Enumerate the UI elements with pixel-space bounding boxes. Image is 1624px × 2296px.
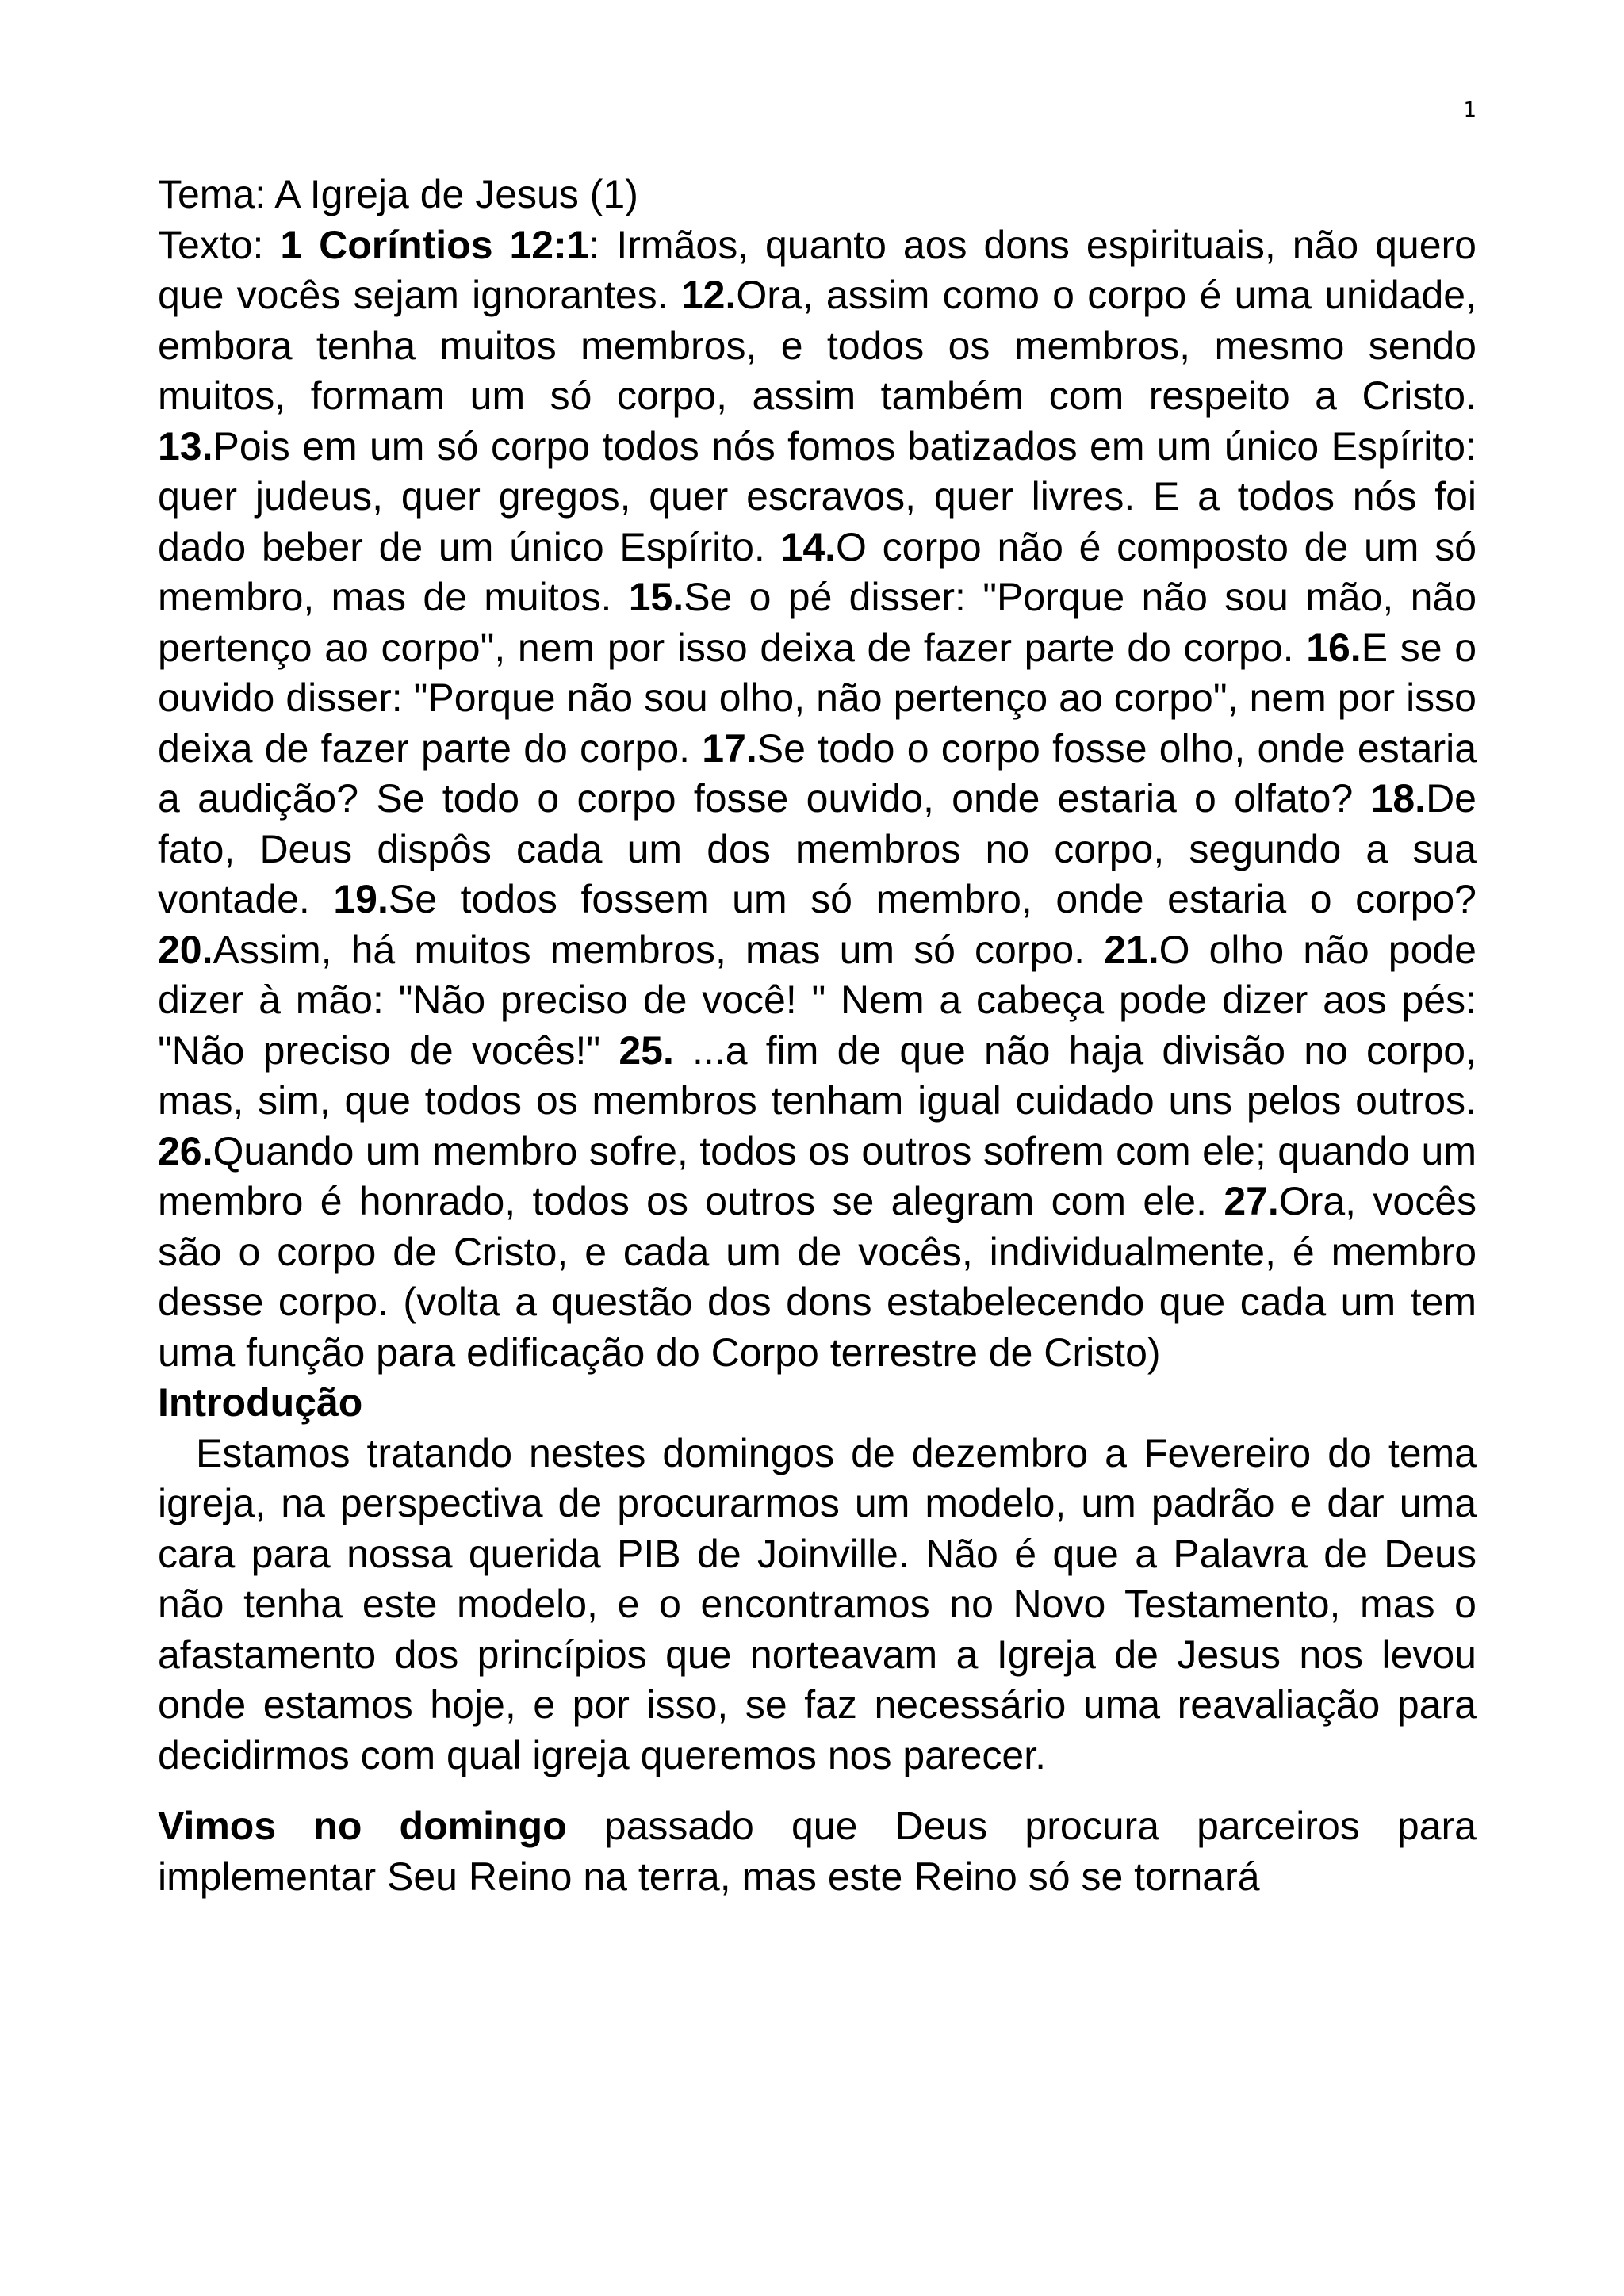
verse-text: Se todo o corpo fosse olho, onde estaria a audição? Se todo o corpo fosse ouvido, onde estaria o olfato? [158,725,1477,821]
paragraph-text: passado que Deus procura parceiros para implementar Seu Reino na terra, mas este Reino só se tornará [158,1804,1477,1899]
verse-ref: 17. [702,725,757,771]
theme-line: Tema: A Igreja de Jesus (1) [158,172,638,216]
verse-ref: 14. [780,524,837,569]
verse-text: Se o pé disser: "Porque não sou mão, não pertenço ao corpo", nem por isso deixa de fazer parte do corpo. [158,575,1477,670]
verse-ref: 13. [158,423,213,469]
document-body [158,170,1477,1902]
verse-ref: 27. [1224,1179,1279,1223]
verse-ref: 12. [680,273,737,317]
verse-text: : Irmãos, quanto aos dons espirituais, não quero que vocês sejam ignorantes. [158,222,1477,317]
text-label: Texto: [158,222,281,267]
verse-text: Ora, assim como o corpo é uma unidade, embora tenha muitos membros, e todos os membros, mesmo sendo muitos, formam um só corpo, assim também com respeito a Cristo. [158,273,1477,418]
verse-ref: 26. [158,1128,213,1173]
verse-text: Quando um membro sofre, todos os outros sofrem com ele; quando um membro é honrado, todos os outros se alegram com ele. [158,1128,1477,1223]
verse-ref: 1 Coríntios 12:1 [280,222,589,267]
verse-text: O corpo não é composto de um só membro, mas de muitos. [158,524,1477,619]
intro-heading: Introdução [158,1380,363,1425]
page-number: 1 [1463,98,1477,122]
verse-text: Assim, há muitos membros, mas um só corpo. [213,927,1105,972]
verse-ref: 25. [619,1027,674,1073]
verse-ref: 18. [1370,776,1427,821]
verse-text: De fato, Deus dispôs cada um dos membros no corpo, segundo a sua vontade. [158,776,1477,921]
body-paragraph [158,1801,1477,1902]
scripture-passage [158,220,1477,1379]
verse-text: Se todos fossem um só membro, onde estaria o corpo? [388,877,1477,921]
verse-text: ...a fim de que não haja divisão no corpo, mas, sim, que todos os membros tenham igual cuidado uns pelos outros. [158,1027,1477,1123]
verse-ref: 21. [1104,927,1159,972]
verse-text: O olho não pode dizer à mão: "Não preciso de você! " Nem a cabeça pode dizer aos pés: "Não preciso de vocês!" [158,927,1477,1073]
verse-ref: 15. [628,575,684,619]
verse-text: Ora, vocês são o corpo de Cristo, e cada um de vocês, individualmente, é membro desse corpo. (volta a questão dos dons estabelecendo que cada um tem uma função para edificação do Corpo terrestre de Cristo) [158,1179,1477,1375]
bold-lead: Vimos no domingo [158,1804,567,1848]
verse-ref: 19. [333,877,389,921]
verse-ref: 20. [158,927,213,972]
verse-text: E se o ouvido disser: "Porque não sou olho, não pertenço ao corpo", nem por isso deixa de fazer parte do corpo. [158,625,1477,771]
intro-paragraph: Estamos tratando nestes domingos de dezembro a Fevereiro do tema igreja, na perspectiva de procurarmos um modelo, um padrão e dar uma cara para nossa querida PIB de Joinville. Não é que a Palavra de Deus não tenha este modelo, e o encontramos no Novo Testamento, mas o afastamento dos princípios que norteavam a Igreja de Jesus nos levou onde estamos hoje, e por isso, se faz necessário uma reavaliação para decidirmos com qual igreja queremos nos parecer. [158,1430,1477,1777]
verse-ref: 16. [1306,625,1362,670]
verse-text: Pois em um só corpo todos nós fomos batizados em um único Espírito: quer judeus, quer gregos, quer escravos, quer livres. E a todos nós foi dado beber de um único Espírito. [158,423,1477,569]
